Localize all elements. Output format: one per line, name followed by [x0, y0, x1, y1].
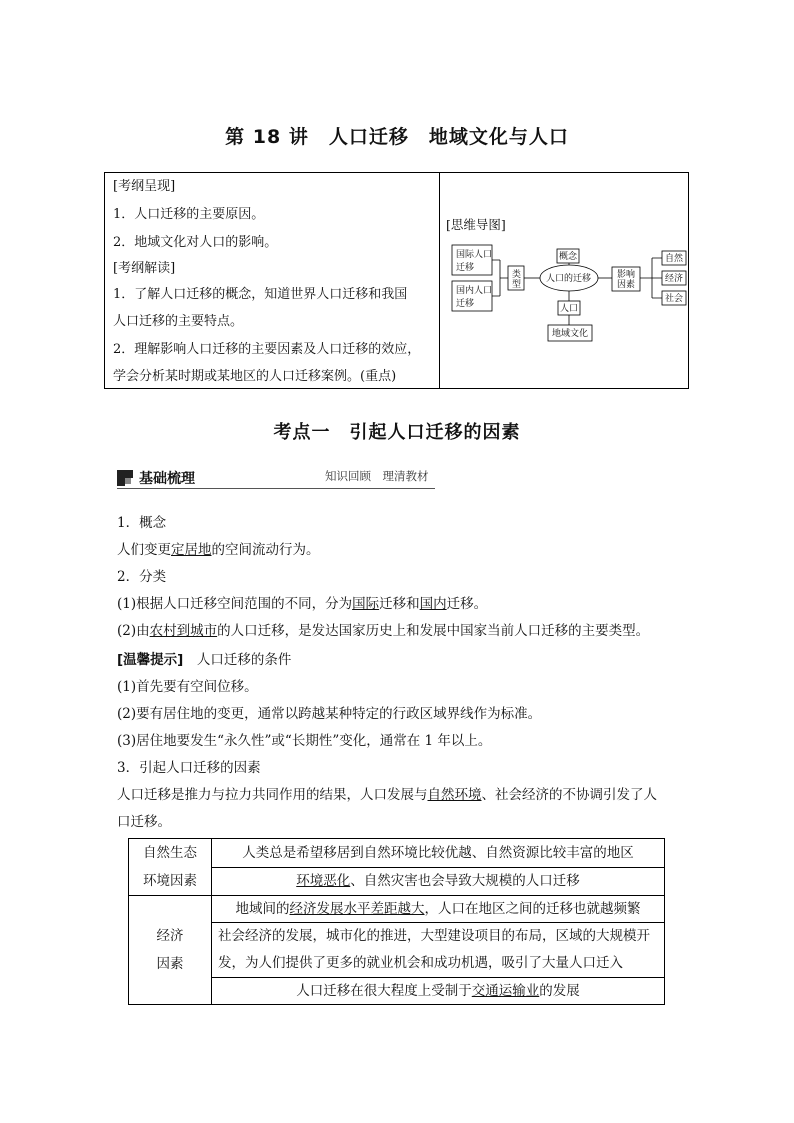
classification-item: [117, 619, 649, 639]
mindmap-factors-label: 因素: [617, 280, 636, 290]
underlined-term: 经济发展水平差距越大: [289, 901, 425, 917]
syllabus-interpret-line: 人口迁移的主要特点。: [113, 314, 244, 329]
text-run: (1)根据人口迁移空间范围的不同，分为: [117, 596, 353, 612]
syllabus-interpret-line: 1．了解人口迁移的概念，知道世界人口迁移和我国: [113, 287, 408, 302]
hint-heading: [117, 648, 291, 668]
table-cell: 社会经济的发展，城市化的推进，大型建设项目的布局，区域的大规模开发，为人们提供了更多的就业机会和成功机遇，吸引了大量人口迁入: [212, 923, 665, 978]
hint-tag: [温馨提示]: [117, 652, 184, 668]
text-run: 人口迁移是推力与拉力共同作用的结果，人口发展与: [117, 787, 428, 803]
concept-paragraph: [117, 538, 320, 558]
syllabus-box: [104, 172, 689, 389]
text-run: 的空间流动行为。: [211, 542, 320, 558]
mindmap-type-label: 类: [512, 270, 522, 280]
category-cell: [129, 839, 212, 896]
syllabus-interpret-line: 2．理解影响人口迁移的主要因素及人口迁移的效应，: [113, 342, 421, 357]
text-run: 迁移和: [379, 596, 420, 612]
text-run: 人口迁移在很大程度上受制于: [296, 983, 472, 999]
text-run: 、自然灾害也会导致大规模的人口迁移: [350, 873, 580, 890]
mindmap-economy-label: 经济: [665, 274, 684, 284]
text-run: ，人口在地区之间的迁移也就越频繁: [424, 901, 641, 917]
underlined-term: 环境恶化: [296, 873, 351, 890]
underlined-term: 自然环境: [427, 787, 482, 803]
text-run: 人们变更: [117, 542, 171, 558]
table-cell: 人类总是希望移居到自然环境比较优越、自然资源比较丰富的地区: [212, 839, 665, 868]
table-cell: [212, 867, 665, 896]
text-run: 迁移。: [446, 596, 488, 612]
text-run: 、社会经济的不协调引发了人: [481, 787, 657, 803]
banner-name: 基础梳理: [139, 471, 195, 487]
mindmap-factors-label: 影响: [617, 270, 636, 280]
table-cell: [212, 896, 665, 923]
mindmap-heading: [思维导图]: [446, 217, 506, 232]
category-label: 自然生态: [143, 845, 197, 861]
mindmap-center-label: 人口的迁移: [546, 274, 592, 284]
underlined-term: 定居地: [171, 542, 212, 558]
text-run: 的发展: [539, 983, 580, 999]
text-run: 地域间的: [235, 901, 290, 917]
text-run: 的人口迁移，是发达国家历史上和发展中国家当前人口迁移的主要类型。: [217, 623, 650, 639]
text-run: (2)由: [117, 623, 150, 639]
table-row: [129, 896, 665, 923]
mindmap-natural-label: 自然: [665, 254, 684, 264]
section-title: 考点一 引起人口迁移的因素: [273, 422, 521, 443]
mindmap-concept-label: 概念: [559, 252, 578, 262]
underlined-term: 交通运输业: [471, 983, 540, 999]
mindmap-type-label: 型: [512, 280, 522, 290]
factors-paragraph: [117, 783, 657, 803]
section-banner: [117, 466, 435, 492]
category-label: 环境因素: [143, 873, 197, 889]
banner-subtitle: 知识回顾 理清教材: [325, 469, 429, 483]
mindmap-intl-label: 迁移: [456, 263, 475, 273]
category-label: 因素: [156, 956, 184, 972]
table-row: [129, 839, 665, 868]
page-title: 第 18 讲 人口迁移 地域文化与人口: [225, 126, 569, 148]
hint-item: (2)要有居住地的变更，通常以跨越某种特定的行政区域界线作为标准。: [117, 706, 542, 722]
banner-rule: [117, 488, 435, 489]
syllabus-present-item: 2．地域文化对人口的影响。: [113, 235, 278, 250]
syllabus-interpret-heading: [考纲解读]: [113, 261, 176, 276]
banner-square-icon: [117, 470, 133, 486]
heading-factors: 3．引起人口迁移的因素: [117, 760, 261, 776]
box-divider: [439, 173, 440, 388]
category-cell: [129, 896, 212, 1005]
underlined-term: 国际: [352, 596, 380, 612]
syllabus-interpret-line: 学会分析某时期或某地区的人口迁移案例。(重点): [113, 369, 397, 384]
syllabus-present-item: 1．人口迁移的主要原因。: [113, 207, 265, 222]
mindmap-intl-label: 国际人口: [456, 250, 493, 260]
hint-item: (1)首先要有空间位移。: [117, 679, 258, 695]
syllabus-present-heading: [考纲呈现]: [113, 179, 176, 194]
underlined-term: 农村到城市: [149, 623, 218, 639]
hint-item: (3)居住地要发生“永久性”或“长期性”变化，通常在 1 年以上。: [117, 733, 492, 749]
mindmap-domestic-label: 国内人口: [456, 286, 493, 296]
table-cell: [212, 978, 665, 1005]
underlined-term: 国内: [419, 596, 447, 612]
mindmap-diagram: [444, 241, 688, 381]
hint-title: 人口迁移的条件: [183, 652, 292, 668]
mindmap-domestic-label: 迁移: [456, 299, 475, 309]
factors-table: [128, 838, 665, 1005]
heading-concept: 1．概念: [117, 515, 167, 531]
category-label: 经济: [156, 928, 184, 944]
mindmap-culture-label: 地域文化: [552, 329, 589, 339]
factors-paragraph-cont: 口迁移。: [117, 814, 171, 830]
mindmap-people-label: 人口: [560, 304, 579, 314]
heading-classification: 2．分类: [117, 569, 167, 585]
classification-item: [117, 592, 487, 612]
mindmap-society-label: 社会: [665, 294, 684, 304]
